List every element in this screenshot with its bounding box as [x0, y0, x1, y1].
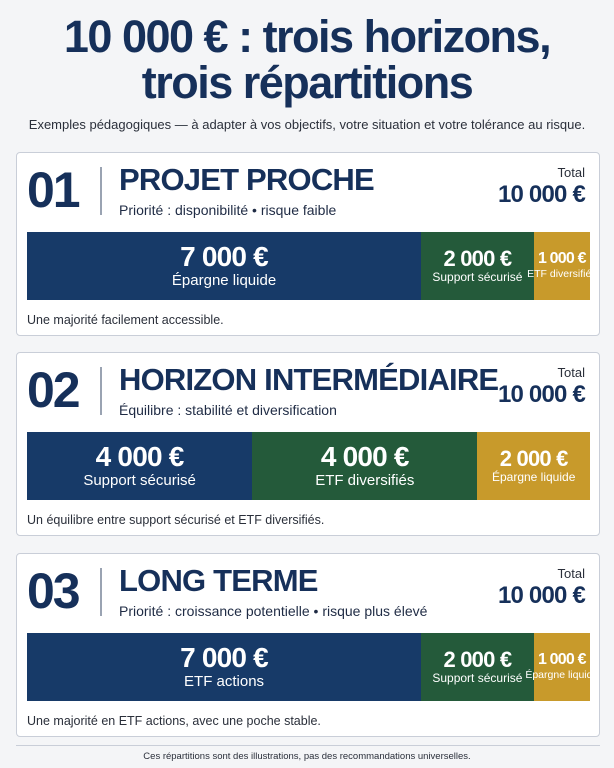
allocation-segment [421, 633, 534, 701]
segment-amount: 7 000 € [180, 642, 268, 674]
segment-amount: 1 000 € [537, 250, 586, 268]
segment-label: Épargne liquide [491, 470, 576, 485]
card-subheading: Équilibre : stabilité et diversification [119, 402, 337, 418]
footer-divider [16, 745, 600, 746]
segment-label: ETF actions [184, 672, 265, 690]
allocation-segment [27, 633, 421, 701]
card-note: Un équilibre entre support sécurisé et ETF diversifiés. [27, 513, 325, 527]
segment-label: Épargne liquide [525, 669, 599, 682]
allocation-segment [477, 432, 590, 500]
card-heading: HORIZON INTERMÉDIAIRE [119, 362, 499, 397]
card-divider [100, 167, 102, 215]
segment-label: ETF diversifiés [315, 471, 415, 489]
allocation-segment [527, 232, 597, 300]
card-number: 03 [27, 563, 79, 619]
total-label: Total [557, 365, 585, 380]
allocation-bar [27, 232, 597, 300]
segment-label: Support sécurisé [432, 270, 523, 285]
allocation-bar [27, 432, 590, 500]
segment-label: ETF diversifiés [527, 268, 597, 281]
page-subtitle: Exemples pédagogiques — à adapter à vos objectifs, votre situation et votre tolérance au risque. [28, 117, 586, 132]
total-label: Total [557, 165, 585, 180]
card-divider [100, 367, 102, 415]
card-number: 01 [27, 162, 79, 218]
total-label: Total [557, 566, 585, 581]
card-note: Une majorité en ETF actions, avec une poche stable. [27, 714, 321, 728]
allocation-segment [421, 232, 534, 300]
card-subheading: Priorité : disponibilité • risque faible [119, 202, 337, 218]
segment-amount: 7 000 € [180, 241, 268, 273]
card-number: 02 [27, 362, 79, 418]
segment-label: Support sécurisé [432, 671, 523, 686]
card-heading: PROJET PROCHE [119, 162, 374, 197]
segment-label: Épargne liquide [171, 271, 277, 289]
segment-label: Support sécurisé [83, 471, 196, 489]
card-heading: LONG TERME [119, 563, 318, 598]
segment-amount: 4 000 € [95, 441, 184, 473]
segment-amount: 2 000 € [499, 446, 568, 472]
segment-amount: 4 000 € [320, 441, 409, 473]
allocation-segment [252, 432, 477, 500]
page-title [0, 11, 614, 108]
segment-amount: 1 000 € [537, 651, 586, 669]
card-divider [100, 568, 102, 616]
total-value: 10 000 € [497, 582, 585, 609]
allocation-segment [27, 432, 252, 500]
allocation-card-01 [16, 152, 600, 336]
allocation-bar [27, 633, 599, 701]
card-note: Une majorité facilement accessible. [27, 313, 224, 327]
card-subheading: Priorité : croissance potentielle • risque plus élevé [119, 603, 428, 619]
allocation-segment [27, 232, 421, 300]
allocation-card-02 [16, 352, 600, 536]
segment-amount: 2 000 € [443, 246, 512, 272]
allocation-segment [525, 633, 599, 701]
title-line-1: 10 000 € : trois horizons, [63, 11, 551, 62]
total-value: 10 000 € [497, 181, 585, 208]
segment-amount: 2 000 € [443, 647, 512, 673]
title-line-2: trois répartitions [141, 57, 473, 108]
footer-disclaimer: Ces répartitions sont des illustrations, pas des recommandations universelles. [143, 751, 471, 762]
total-value: 10 000 € [497, 381, 585, 408]
allocation-card-03 [16, 553, 600, 737]
